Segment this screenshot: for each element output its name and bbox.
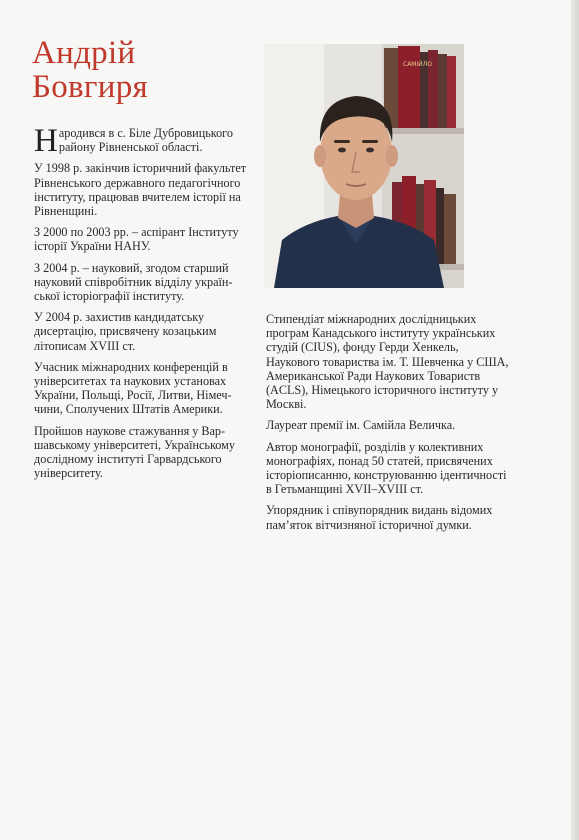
bio-paragraph-education: У 1998 р. закінчив історичний факультет Рівненського державного педагогічного інституту, працював вчителем історії на Рівненщині. (34, 161, 247, 219)
dropcap-letter: Н (34, 123, 58, 159)
bio-paragraph-editions: Упорядник і співупорядник видань відомих пам’яток вітчизняної історичної думки. (266, 503, 493, 532)
svg-text:САМІЙЛО: САМІЙЛО (403, 61, 432, 68)
bio-paragraph-position: З 2004 р. – науковий, згодом старший науковий співробітник відділу української історіографії інституту. (34, 260, 233, 304)
bio-paragraph-internship: Пройшов наукове стажування у Варшавському університеті, Українському дослідному інституті Гарвардського університету. (34, 423, 235, 481)
bio-paragraph-birth (34, 123, 248, 159)
biography-right-column (266, 312, 510, 539)
author-first-name: Андрій (32, 35, 136, 71)
page-edge (571, 0, 579, 840)
bio-paragraph-fellowships: Стипендіат міжнародних дослідницьких програм Канадського інституту українських студій (CIUS), фонду Герди Хенкель, Наукового товариства ім. Т. Шевченка у США, Американської Ради Наукових Товариств (ACLS), Німецького історичного інституту у Москві. (266, 312, 509, 412)
bio-paragraph-publications: Автор монографії, розділів у колективних монографіях, понад 50 статей, присвячених історіописанню, конструюванню ідентичності в Гетьманщині XVII–XVIII ст. (266, 439, 507, 497)
biography-left-column (34, 123, 248, 487)
bio-paragraph-postgraduate: З 2000 по 2003 рр. – аспірант Інституту історії України НАНУ. (34, 225, 239, 254)
bio-paragraph-conferences: Учасник міжнародних конференцій в університетах та наукових установах України, Польщі, Росії, Литви, Німеччини, Сполучених Штатів Америки. (34, 359, 232, 417)
author-name (32, 36, 148, 104)
author-portrait-image (264, 44, 464, 288)
bio-birth-text: ародився в с. Біле Дубровицького району Рівненської області. (58, 126, 233, 155)
author-last-name: Бовгиря (32, 69, 149, 105)
bio-paragraph-award: Лауреат премії ім. Самійла Величка. (266, 418, 456, 433)
author-photo (264, 44, 464, 288)
bio-paragraph-dissertation: У 2004 р. захистив кандидатську дисертацію, присвячену козацьким літописам XVIII ст. (34, 310, 217, 353)
